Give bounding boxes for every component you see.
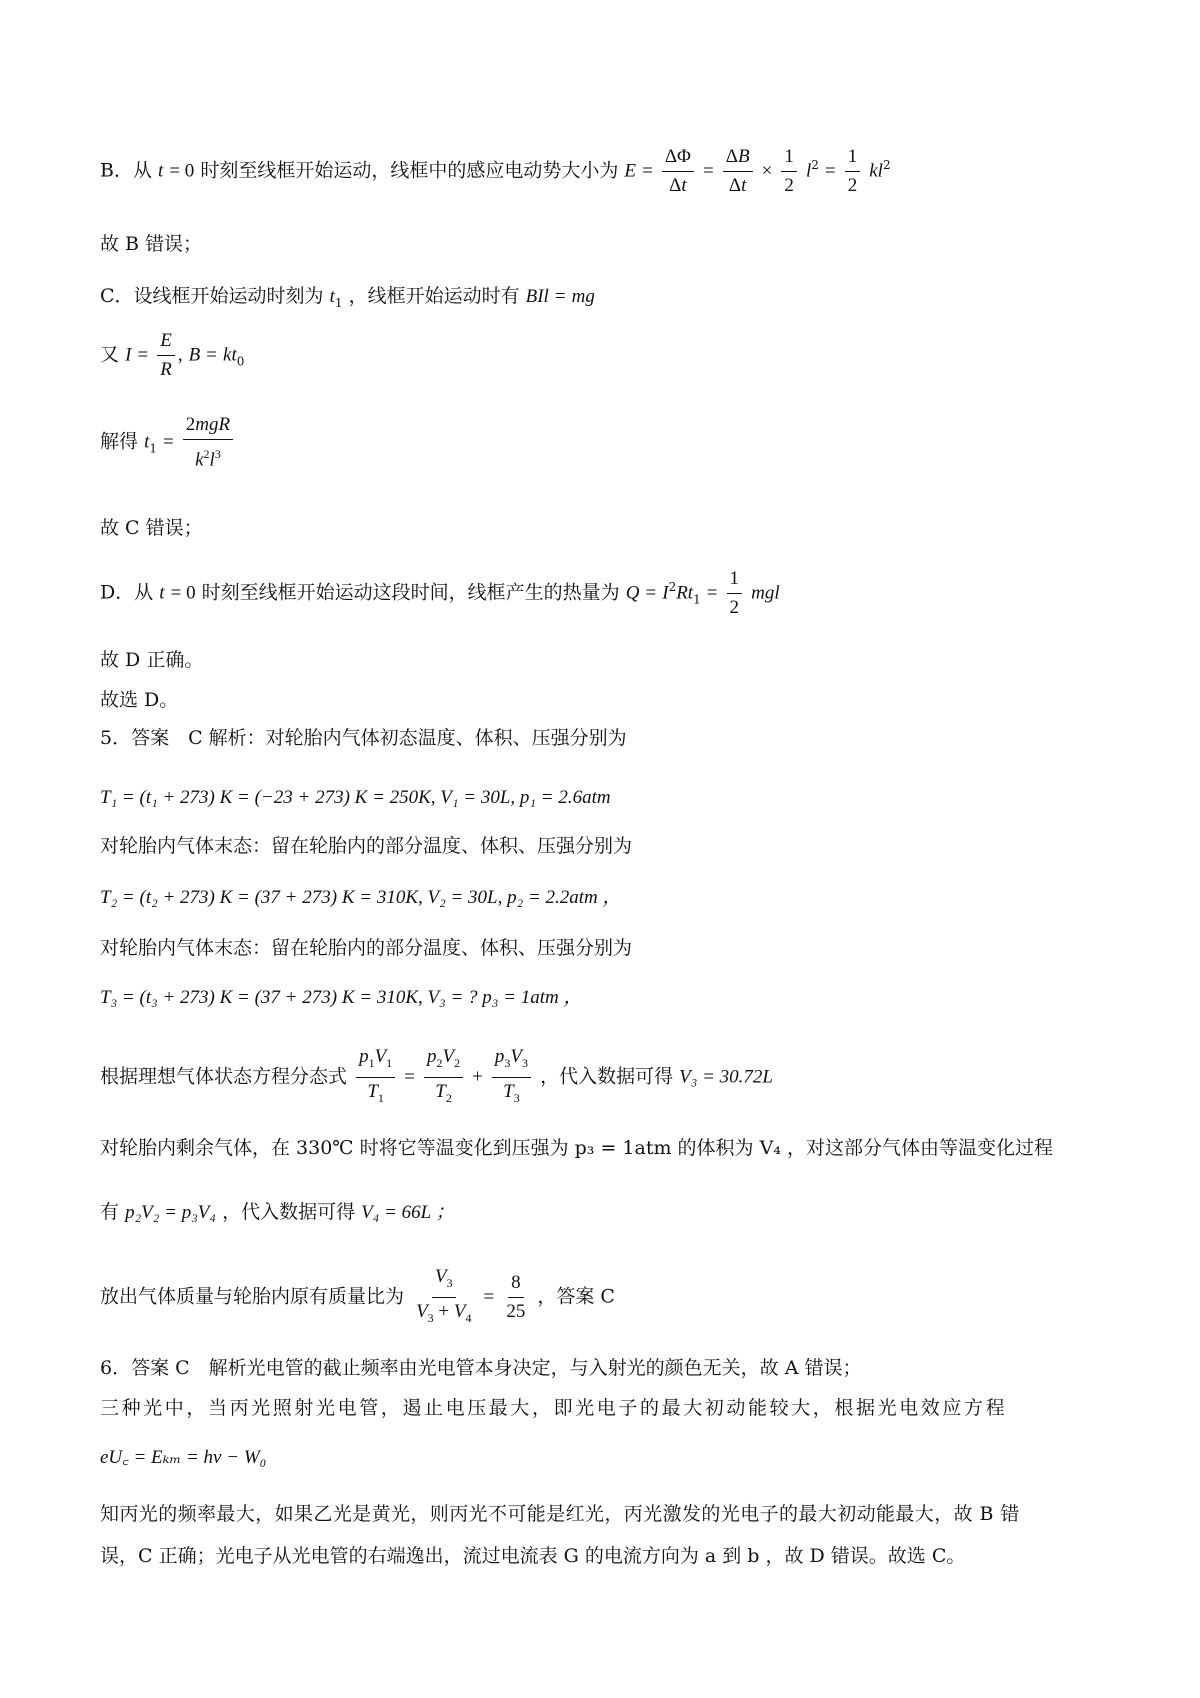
photoelectric-equation: eU꜀ = Eₖₘ = hν − W₀ — [100, 1447, 267, 1468]
state-3-text: 对轮胎内气体末态：留在轮胎内的部分温度、体积、压强分别为 — [100, 937, 633, 959]
option-b-line: B．从 t = 0 时刻至线框开始运动，线框中的感应电动势大小为 E = $\frac{\Delta\Phi}{\Delta t}$ = $\frac{\Delta B}{\Delta t}$ × $\frac{1}{2}$ $l^2$ = $\frac{1}{2}$ $kl^2$ — [100, 146, 891, 196]
formula-i-b: 又 I = $\frac{E}{R}$ , $B = kt_0$ — [100, 330, 245, 380]
answer-line-4: 故选 D。 — [100, 689, 179, 711]
fraction: $\frac{\Delta B}{\Delta t}$ — [723, 146, 753, 197]
question-6-heading: 6．答案 C 解析光电管的截止频率由光电管本身决定，与入射光的颜色无关，故 A 错误； — [100, 1357, 862, 1379]
fraction: $\frac{1}{2}$ — [845, 146, 861, 197]
fraction: $\frac{\Delta\Phi}{\Delta t}$ — [662, 146, 694, 197]
fraction: $\frac{\text{2mgR}}{k^2l^3}$ — [183, 414, 233, 471]
formula-t1: 解得 $t_1$ = $\frac{\text{2mgR}}{k^2l^3}$ — [100, 414, 236, 471]
conclusion-b: 故 B 错误； — [100, 233, 203, 255]
fraction: $\frac{E}{R}$ — [157, 330, 175, 381]
q6-paragraph-1: 三种光中，当丙光照射光电管，遏止电压最大，即光电子的最大初动能较大，根据光电效应方程 — [100, 1397, 1008, 1419]
fraction: $\frac{p_3V_3}{T_3}$ — [492, 1046, 531, 1109]
conclusion-c: 故 C 错误； — [100, 517, 203, 539]
option-d-line: D．从 t = 0 时刻至线框开始运动这段时间，线框产生的热量为 $Q = I^2Rt_1$ = $\frac{1}{2}$ mgl — [100, 568, 780, 618]
q6-paragraph-2: 知丙光的频率最大，如果乙光是黄光，则丙光不可能是红光，丙光激发的光电子的最大初动能最大，故 B 错 — [100, 1503, 1020, 1525]
isothermal-line: 有 p₂V₂ = p₃V₄ ，代入数据可得 V₄ = 66L ； — [100, 1201, 455, 1223]
fraction: $\frac{p_2V_2}{T_2}$ — [424, 1046, 463, 1109]
fraction: $\frac{1}{2}$ — [781, 146, 797, 197]
fraction: $\frac{1}{2}$ — [727, 568, 743, 619]
fraction: $\frac{8}{25}$ — [506, 1271, 526, 1322]
conclusion-d: 故 D 正确。 — [100, 649, 204, 671]
option-c-line: C．设线框开始运动时刻为 $t_1$ ，线框开始运动时有 BIl = mg — [100, 285, 595, 310]
gas-equation-line: 根据理想气体状态方程分态式 $\frac{p_1V_1}{T_1}$ = $\frac{p_2V_2}{T_2}$ + $\frac{p_3V_3}{T_3}$ ，代入数据可得 V₃ = 30.72L — [100, 1046, 773, 1109]
fraction: $\frac{p_1V_1}{T_1}$ — [356, 1046, 395, 1109]
state-1-equation: T₁ = (t₁ + 273) K = (−23 + 273) K = 250K, V₁ = 30L, p₁ = 2.6atm — [100, 787, 611, 808]
remaining-gas-text: 对轮胎内剩余气体，在 330℃ 时将它等温变化到压强为 p₃ = 1atm 的体积为 V₄ ，对这部分气体由等温变化过程 — [100, 1137, 1053, 1159]
state-3-equation: T₃ = (t₃ + 273) K = (37 + 273) K = 310K, V₃ = ? p₃ = 1atm ， — [100, 987, 583, 1008]
state-2-text: 对轮胎内气体末态：留在轮胎内的部分温度、体积、压强分别为 — [100, 835, 633, 857]
question-5-heading: 5．答案 C 解析：对轮胎内气体初态温度、体积、压强分别为 — [100, 727, 627, 749]
state-2-equation: T₂ = (t₂ + 273) K = (37 + 273) K = 310K, V₂ = 30L, p₂ = 2.2atm ， — [100, 887, 622, 908]
fraction: $\frac{V_3}{V_3 + V_4}$ — [416, 1266, 472, 1325]
q6-paragraph-3: 误，C 正确；光电子从光电管的右端逸出，流过电流表 G 的电流方向为 a 到 b ，故 D 错误。故选 C。 — [100, 1545, 966, 1567]
mass-ratio-line: 放出气体质量与轮胎内原有质量比为 $\frac{V_3}{V_3 + V_4}$ = $\frac{8}{25}$ ，答案 C — [100, 1266, 615, 1329]
